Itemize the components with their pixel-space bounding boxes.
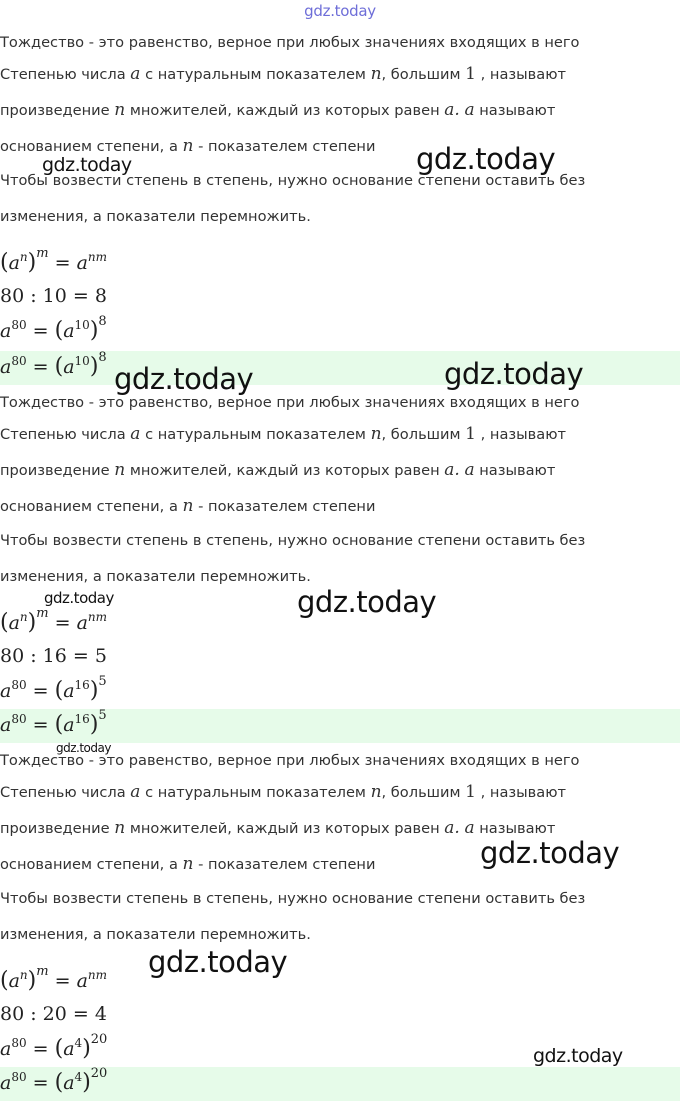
watermark: gdz.today xyxy=(148,945,288,979)
power-definition-line-3: основанием степени, а n - показателем степени xyxy=(0,854,376,874)
power-definition-line-2: произведение n множителей, каждый из которых равен a. a называют xyxy=(0,100,556,120)
power-rule-formula: $(a^n)^m = a^{nm}$ xyxy=(0,606,108,635)
watermark: gdz.today xyxy=(42,154,132,176)
power-rule-line-1: Чтобы возвести степень в степень, нужно основание степени оставить без xyxy=(0,532,586,549)
division-step: 80 : 10 = 8 xyxy=(0,285,107,307)
power-rule-line-1: Чтобы возвести степень в степень, нужно основание степени оставить без xyxy=(0,890,586,907)
answer: $a^{80} = (a^{16})^5$ xyxy=(0,708,107,737)
power-definition-line-2: произведение n множителей, каждый из которых равен a. a называют xyxy=(0,460,556,480)
identity-definition: Тождество - это равенство, верное при любых значениях входящих в него xyxy=(0,394,580,411)
power-definition-line-3: основанием степени, а n - показателем степени xyxy=(0,136,376,156)
power-rule-line-2: изменения, а показатели перемножить. xyxy=(0,208,311,225)
power-rule-formula: $(a^n)^m = a^{nm}$ xyxy=(0,246,108,275)
power-rule-formula: $(a^n)^m = a^{nm}$ xyxy=(0,964,108,993)
watermark: gdz.today xyxy=(56,741,111,755)
power-definition-line-1: Степенью числа a с натуральным показателем n, большим 1 , называют xyxy=(0,782,566,802)
identity-definition: Тождество - это равенство, верное при любых значениях входящих в него xyxy=(0,34,580,51)
watermark: gdz.today xyxy=(533,1045,623,1067)
watermark: gdz.today xyxy=(416,142,556,176)
watermark: gdz.today xyxy=(114,362,254,396)
division-step: 80 : 20 = 4 xyxy=(0,1003,107,1025)
identity-definition: Тождество - это равенство, верное при любых значениях входящих в него xyxy=(0,752,580,769)
power-definition-line-1: Степенью числа a с натуральным показателем n, большим 1 , называют xyxy=(0,424,566,444)
watermark: gdz.today xyxy=(480,836,620,870)
answer: $a^{80} = (a^4)^{20}$ xyxy=(0,1066,108,1095)
power-rule-line-1: Чтобы возвести степень в степень, нужно основание степени оставить без xyxy=(0,172,586,189)
power-rule-line-2: изменения, а показатели перемножить. xyxy=(0,926,311,943)
power-expression: $a^{80} = (a^{10})^8$ xyxy=(0,314,107,343)
watermark: gdz.today xyxy=(444,357,584,391)
site-header[interactable]: gdz.today xyxy=(304,2,376,20)
power-expression: $a^{80} = (a^4)^{20}$ xyxy=(0,1032,108,1061)
division-step: 80 : 16 = 5 xyxy=(0,645,107,667)
watermark: gdz.today xyxy=(297,585,437,619)
watermark: gdz.today xyxy=(44,589,114,607)
power-definition-line-2: произведение n множителей, каждый из которых равен a. a называют xyxy=(0,818,556,838)
power-expression: $a^{80} = (a^{16})^5$ xyxy=(0,674,107,703)
power-rule-line-2: изменения, а показатели перемножить. xyxy=(0,568,311,585)
power-definition-line-3: основанием степени, а n - показателем степени xyxy=(0,496,376,516)
answer: $a^{80} = (a^{10})^8$ xyxy=(0,350,107,379)
power-definition-line-1: Степенью числа a с натуральным показателем n, большим 1 , называют xyxy=(0,64,566,84)
